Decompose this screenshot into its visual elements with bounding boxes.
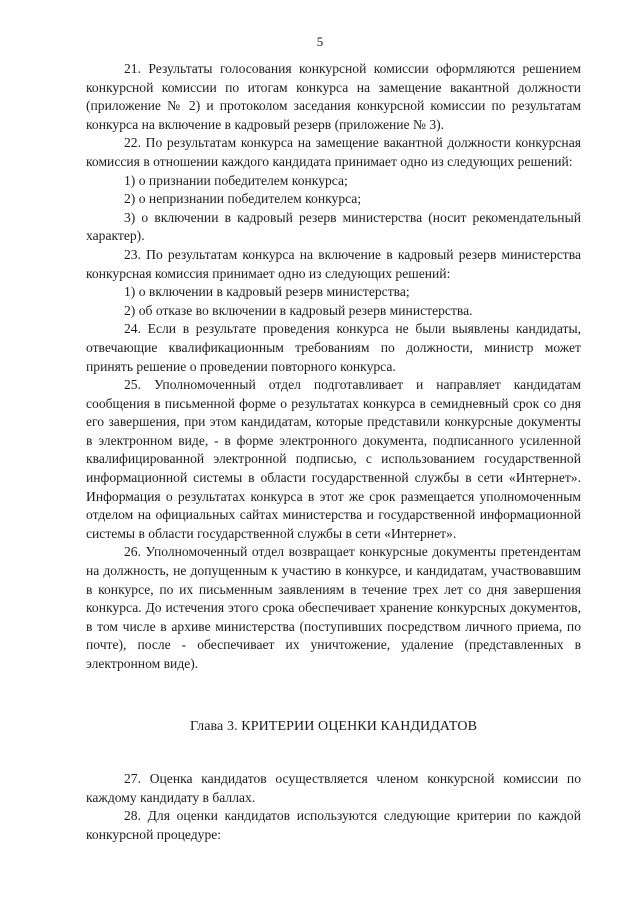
- paragraph-21: 21. Результаты голосования конкурсной комиссии оформляются решением конкурсной комиссии по итогам конкурса на замещение вакантной должности (приложение № 2) и протоколом заседания конкурсной комиссии по результатам конкурса на включение в кадровый резерв (приложение № 3).: [86, 61, 581, 132]
- paragraph-22: 22. По результатам конкурса на замещение вакантной должности конкурсная комиссия в отношении каждого кандидата принимает одно из следующих решений:: [86, 135, 581, 169]
- list-item: 2) об отказе во включении в кадровый резерв министерства.: [124, 302, 473, 318]
- page-number: 5: [316, 34, 324, 49]
- paragraph-24: 24. Если в результате проведения конкурса не были выявлены кандидаты, отвечающие квалификационным требованиям по должности, министр может принять решение о проведении повторного конкурса.: [86, 321, 581, 374]
- paragraph-28: 28. Для оценки кандидатов используются следующие критерии по каждой конкурсной процедуре:: [86, 808, 581, 842]
- list-item: 2) о непризнании победителем конкурса;: [124, 191, 362, 207]
- paragraph-26: 26. Уполномоченный отдел возвращает конкурсные документы претендентам на должность, не допущенным к участию в конкурсе, и кандидатам, участвовавшим в конкурсе, по их письменным заявлениям в течение трех лет со дня завершения конкурса. До истечения этого срока обеспечивает хранение конкурсных документов, в том числе в архиве министерства (поступивших посредством личного приема, по почте), после - обеспечивает их уничтожение, удаление (представленных в электронном виде).: [86, 544, 581, 671]
- document-body: [86, 60, 581, 845]
- list-item: 3) о включении в кадровый резерв министерства (носит рекомендательный характер).: [86, 209, 581, 244]
- paragraph-27: 27. Оценка кандидатов осуществляется членом конкурсной комиссии по каждому кандидату в баллах.: [86, 771, 581, 805]
- paragraph-25: 25. Уполномоченный отдел подготавливает и направляет кандидатам сообщения в письменной форме о результатах конкурса в семидневный срок со дня его завершения, при этом кандидатам, которые представили конкурсные документы в электронном виде, - в форме электронного документа, подписанного усиленной квалифицированной электронной подписью, с использованием государственной информационной системы в области государственной службы в сети «Интернет». Информация о результатах конкурса в этот же срок размещается уполномоченным отделом на официальных сайтах министерства и государственной информационной системы в области государственной службы в сети «Интернет».: [86, 377, 581, 541]
- list-item: 1) о признании победителем конкурса;: [124, 172, 348, 188]
- list-item: 1) о включении в кадровый резерв министерства;: [124, 284, 410, 300]
- paragraph-23: 23. По результатам конкурса на включение в кадровый резерв министерства конкурсная комиссия принимает одно из следующих решений:: [86, 246, 581, 281]
- chapter-heading: Глава 3. КРИТЕРИИ ОЦЕНКИ КАНДИДАТОВ: [189, 718, 478, 734]
